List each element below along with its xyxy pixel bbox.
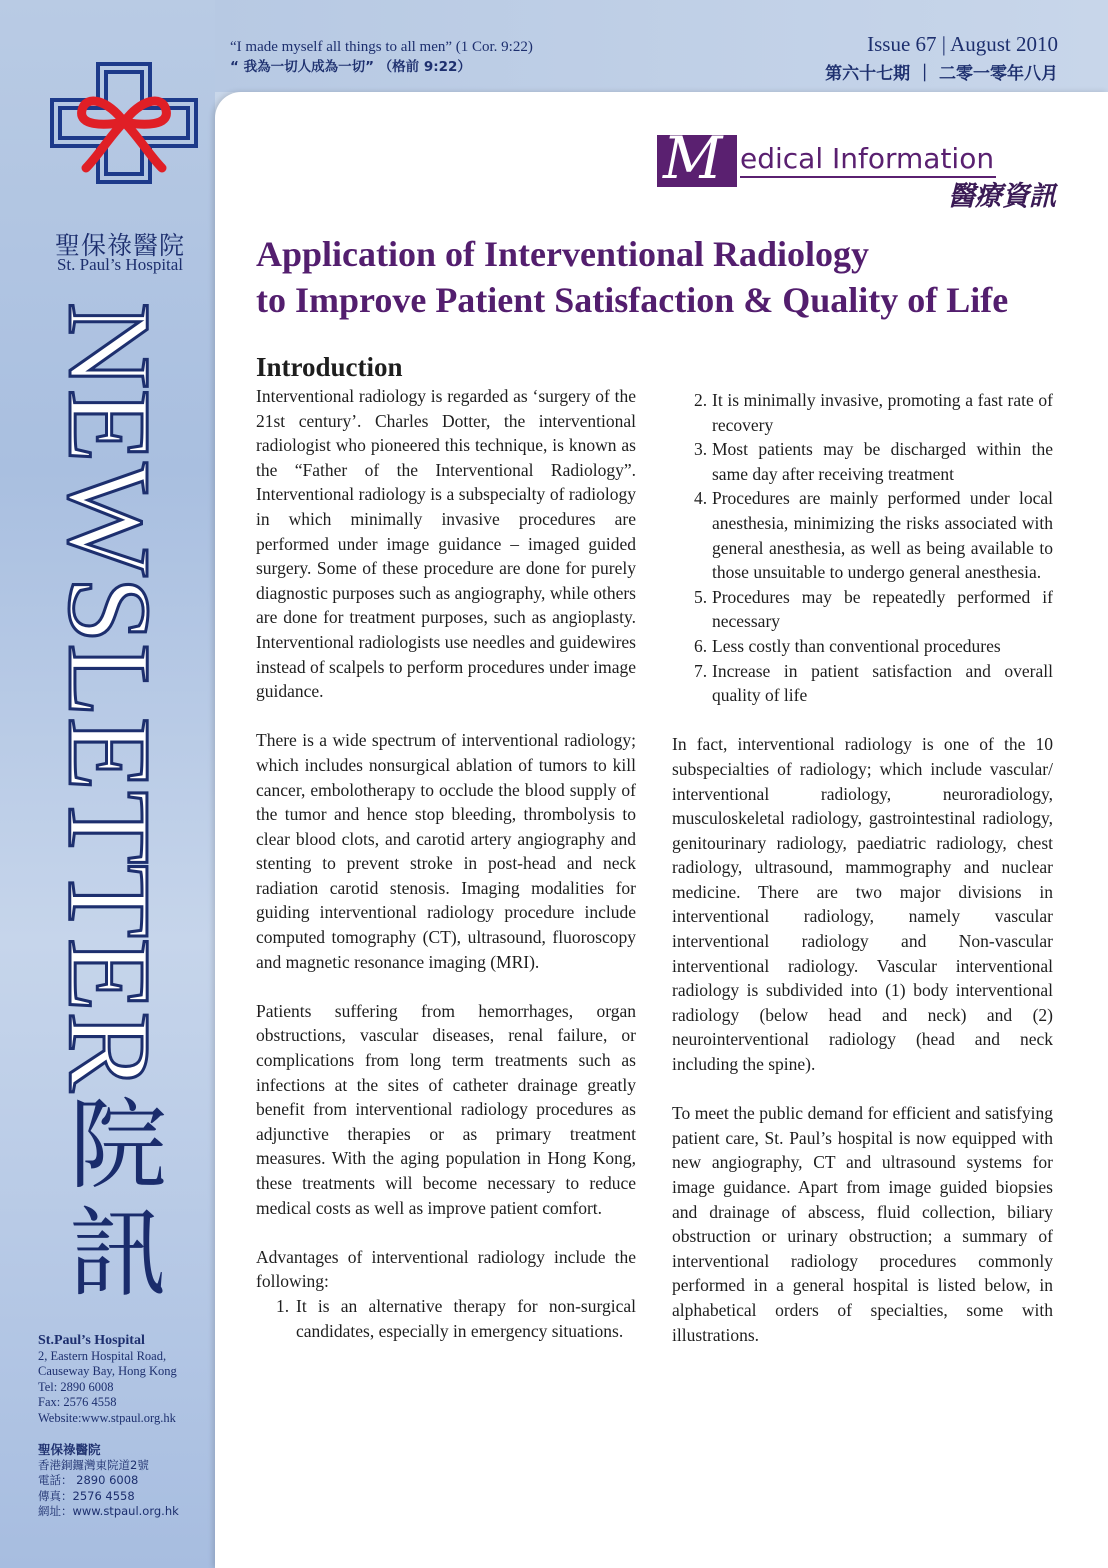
newsletter-vertical-text: NEWSLETTER [44, 302, 175, 1076]
list-item: 1. It is an alternative therapy for non-surgical candidates, especially in emergency situations. [276, 1295, 636, 1341]
contact-name: St.Paul’s Hospital [38, 1333, 145, 1348]
spacer [672, 708, 1053, 733]
medical-information-logo-cn: 醫療資訊 [948, 181, 1056, 212]
contact-block-cn [38, 1442, 208, 1520]
advantages-list-part-2 [672, 388, 1053, 708]
list-item: 5. Procedures may be repeatedly performed if necessary [694, 586, 1053, 632]
contact-address-cn: 香港銅鑼灣東院道2號 [38, 1457, 149, 1472]
hospital-name-en: St. Paul’s Hospital [56, 255, 184, 274]
paragraph-4: In fact, interventional radiology is one of the 10 subspecialties of radiology; which include vascular/ interventional radiology, neuroradiology, musculoskeletal radiology, gastrointestinal radiology, genitourinary radiology, paediatric radiology, chest radiology, ultrasound, mammography and nuclear medicine. There are two major divisions in interventional radiology, namely vascular interventional radiology and Non-vascular interventional radiology. Vascular interventional radiology is subdivided into (1) body interventional radiology (below head and neck) and (2) neurointerventional radiology (head and neck including the spine). [672, 734, 1053, 1075]
list-item: 6. Less costly than conventional procedures [694, 635, 1001, 656]
paragraph-5: To meet the public demand for efficient and satisfying patient care, St. Paul’s hospital is now equipped with new angiography, CT and ultrasound systems for image guidance. Apart from image guided biopsies and drainage of abscess, fluid collection, biliary obstruction or urinary obstruction; a summary of interventional radiology procedures commonly performed in a general hospital is listed below, in alphabetical orders of specialties, some with illustrations. [672, 1103, 1053, 1345]
medical-information-logo-letter: M [663, 124, 723, 192]
advantages-list-part-1 [256, 1294, 636, 1343]
contact-website-cn: 網址：www.stpaul.org.hk [38, 1504, 179, 1519]
contact-fax-cn: 傳真：2576 4558 [38, 1488, 135, 1503]
medical-information-logo-text: edical Information [740, 142, 995, 175]
contact-website: Website:www.stpaul.org.hk [38, 1410, 176, 1425]
article-column-1 [256, 352, 636, 1343]
contact-address-2: Causeway Bay, Hong Kong [38, 1364, 177, 1379]
article-title-line-1: Application of Interventional Radiology [256, 234, 870, 274]
introduction-heading: Introduction [256, 352, 403, 382]
quote-cn: “ 我為一切人成為一切” （格前 9:22） [230, 59, 471, 75]
contact-address-1: 2, Eastern Hospital Road, [38, 1348, 167, 1363]
hospital-name-cn: 聖保祿醫院 [54, 231, 185, 260]
newsletter-vertical-title [44, 302, 175, 1092]
hospital-cross-logo-icon [48, 60, 200, 186]
quote-en: “I made myself all things to all men” (1 Cor. 9:22) [230, 39, 533, 55]
list-item: 7. Increase in patient satisfaction and overall quality of life [694, 660, 1053, 706]
list-item: 2. It is minimally invasive, promoting a fast rate of recovery [694, 390, 1053, 435]
issue-cn: 第六十七期 ｜ 二零一零年八月 [825, 64, 1058, 84]
paragraph-3: Patients suffering from hemorrhages, organ obstructions, vascular diseases, renal failure, or complications from long term treatments such as infections at the sites of catheter drainage greatly benefit from interventional radiology procedures as adjunctive therapies or as primary treatment measures. With the aging population in Hong Kong, these treatments will become necessary to reduce medical costs as well as improve patient comfort. [256, 1000, 636, 1218]
contact-block-en [38, 1333, 208, 1427]
issue-info [825, 32, 1058, 84]
list-item: 4. Procedures are mainly performed under local anesthesia, minimizing the risks associated with general anesthesia, as well as being available to those unsuitable to undergo general anesthesia. [694, 488, 1053, 583]
newsletter-title-cn: 院訊 [68, 1089, 167, 1311]
paragraph-1: Interventional radiology is regarded as ‘surgery of the 21st century’. Charles Dotter, the interventional radiologist who pioneered this technique, is known as the “Father of the Interventional Radiology”. Interventional radiology is a subspecialty of radiology in which minimally invasive procedures are performed under image guidance – imaged guided surgery. Some of these procedure are done for purely diagnostic purposes such as angiography, while others are done for treatment purposes, such as angioplasty. Interventional radiologists use needles and guidewires instead of scalpels to perform procedures under image guidance. [256, 386, 636, 702]
contact-name-cn: 聖保祿醫院 [38, 1442, 101, 1457]
contact-tel-cn: 電話： 2890 6008 [38, 1473, 139, 1488]
header-quote [230, 37, 533, 77]
advantages-intro: Advantages of interventional radiology include the following: [256, 1246, 636, 1292]
paragraph-2: There is a wide spectrum of interventional radiology; which includes nonsurgical ablation of tumors to kill cancer, embolotherapy to occlude the blood supply of the tumor and hence stop bleeding, thrombolysis to clear blood clots, and carotid artery angiography and stenting to prevent stroke in post-head and neck radiation carotid stenosis. Imaging modalities for guiding interventional radiology procedure include computed tomography (CT), ultrasound, fluoroscopy and magnetic resonance imaging (MRI). [256, 730, 636, 972]
article-column-2 [672, 388, 1053, 1372]
article-title-line-2: to Improve Patient Satisfaction & Quality of Life [256, 280, 1009, 320]
issue-en: Issue 67 | August 2010 [867, 32, 1058, 56]
article-title [256, 231, 1076, 323]
contact-fax: Fax: 2576 4558 [38, 1395, 117, 1410]
contact-tel: Tel: 2890 6008 [38, 1379, 114, 1394]
list-item: 3. Most patients may be discharged within the same day after receiving treatment [694, 439, 1053, 484]
